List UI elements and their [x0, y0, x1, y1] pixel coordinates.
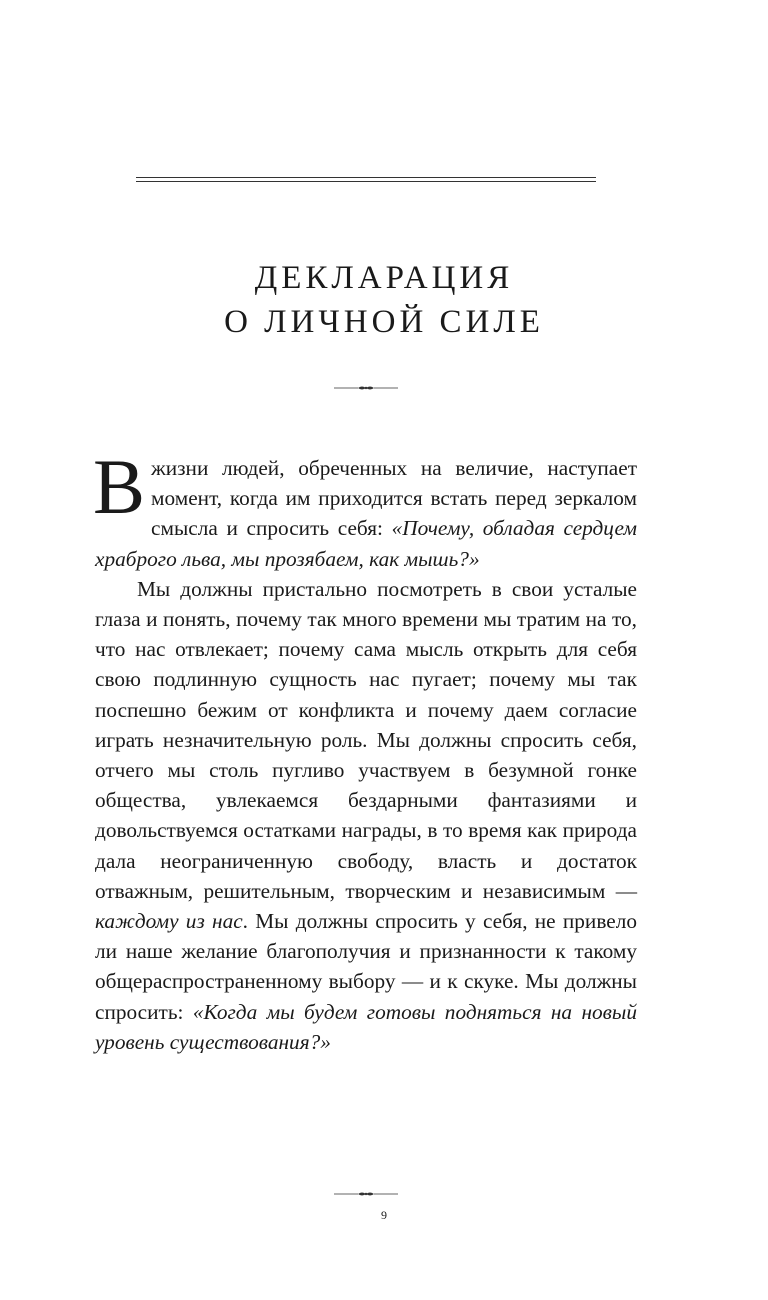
paragraph-2-emphasis: каждому из нас [95, 909, 243, 934]
paragraph-1-quote: «Почему, обладая сердцем храброго льва, мы прозябаем, как мышь?» [95, 516, 638, 571]
page-number: 9 [381, 1208, 387, 1222]
footer-ornament-icon [334, 1190, 398, 1198]
body-text [93, 443, 638, 1057]
paragraph-1 [93, 443, 638, 574]
paragraph-2 [95, 574, 637, 1057]
paragraph-2-text-a: Мы должны пристально посмотреть в свои усталые глаза и понять, почему так много времени мы тратим на то, что нас отвлекает; почему сама мысль открыть для себя свою подлинную сущность нас пугает; почему мы так поспешно бежим от конфликта и почему даем согласие играть незначительную роль. Мы должны спросить себя, отчего мы столь пугливо участвуем в безумной гонке общества, увлекаемся бездарными фантазиями и довольствуемся остатками награды, в то время как природа дала неограниченную свободу, власть и достаток отважным, решительным, творческим и независимым — [95, 576, 637, 903]
paragraph-2-text-b: . Мы должны спросить у себя, не привело ли наше желание благополучия и признанности к такому общераспространенному выбору — и к скуке. Мы должны спросить: [95, 909, 637, 1024]
chapter-title [0, 256, 768, 344]
ornament-divider-icon [334, 384, 398, 392]
chapter-title-line-1: ДЕКЛАРАЦИЯ [254, 260, 514, 296]
chapter-title-line-2: О ЛИЧНОЙ СИЛЕ [224, 304, 544, 340]
paragraph-1-text: жизни людей, обреченных на величие, наступает момент, когда им приходится встать перед зеркалом смысла и спросить себя: [151, 456, 637, 541]
paragraph-2-quote: «Когда мы будем готовы подняться на новый уровень существования?» [95, 999, 637, 1054]
top-double-rule [136, 177, 596, 182]
drop-cap: В [93, 443, 146, 530]
